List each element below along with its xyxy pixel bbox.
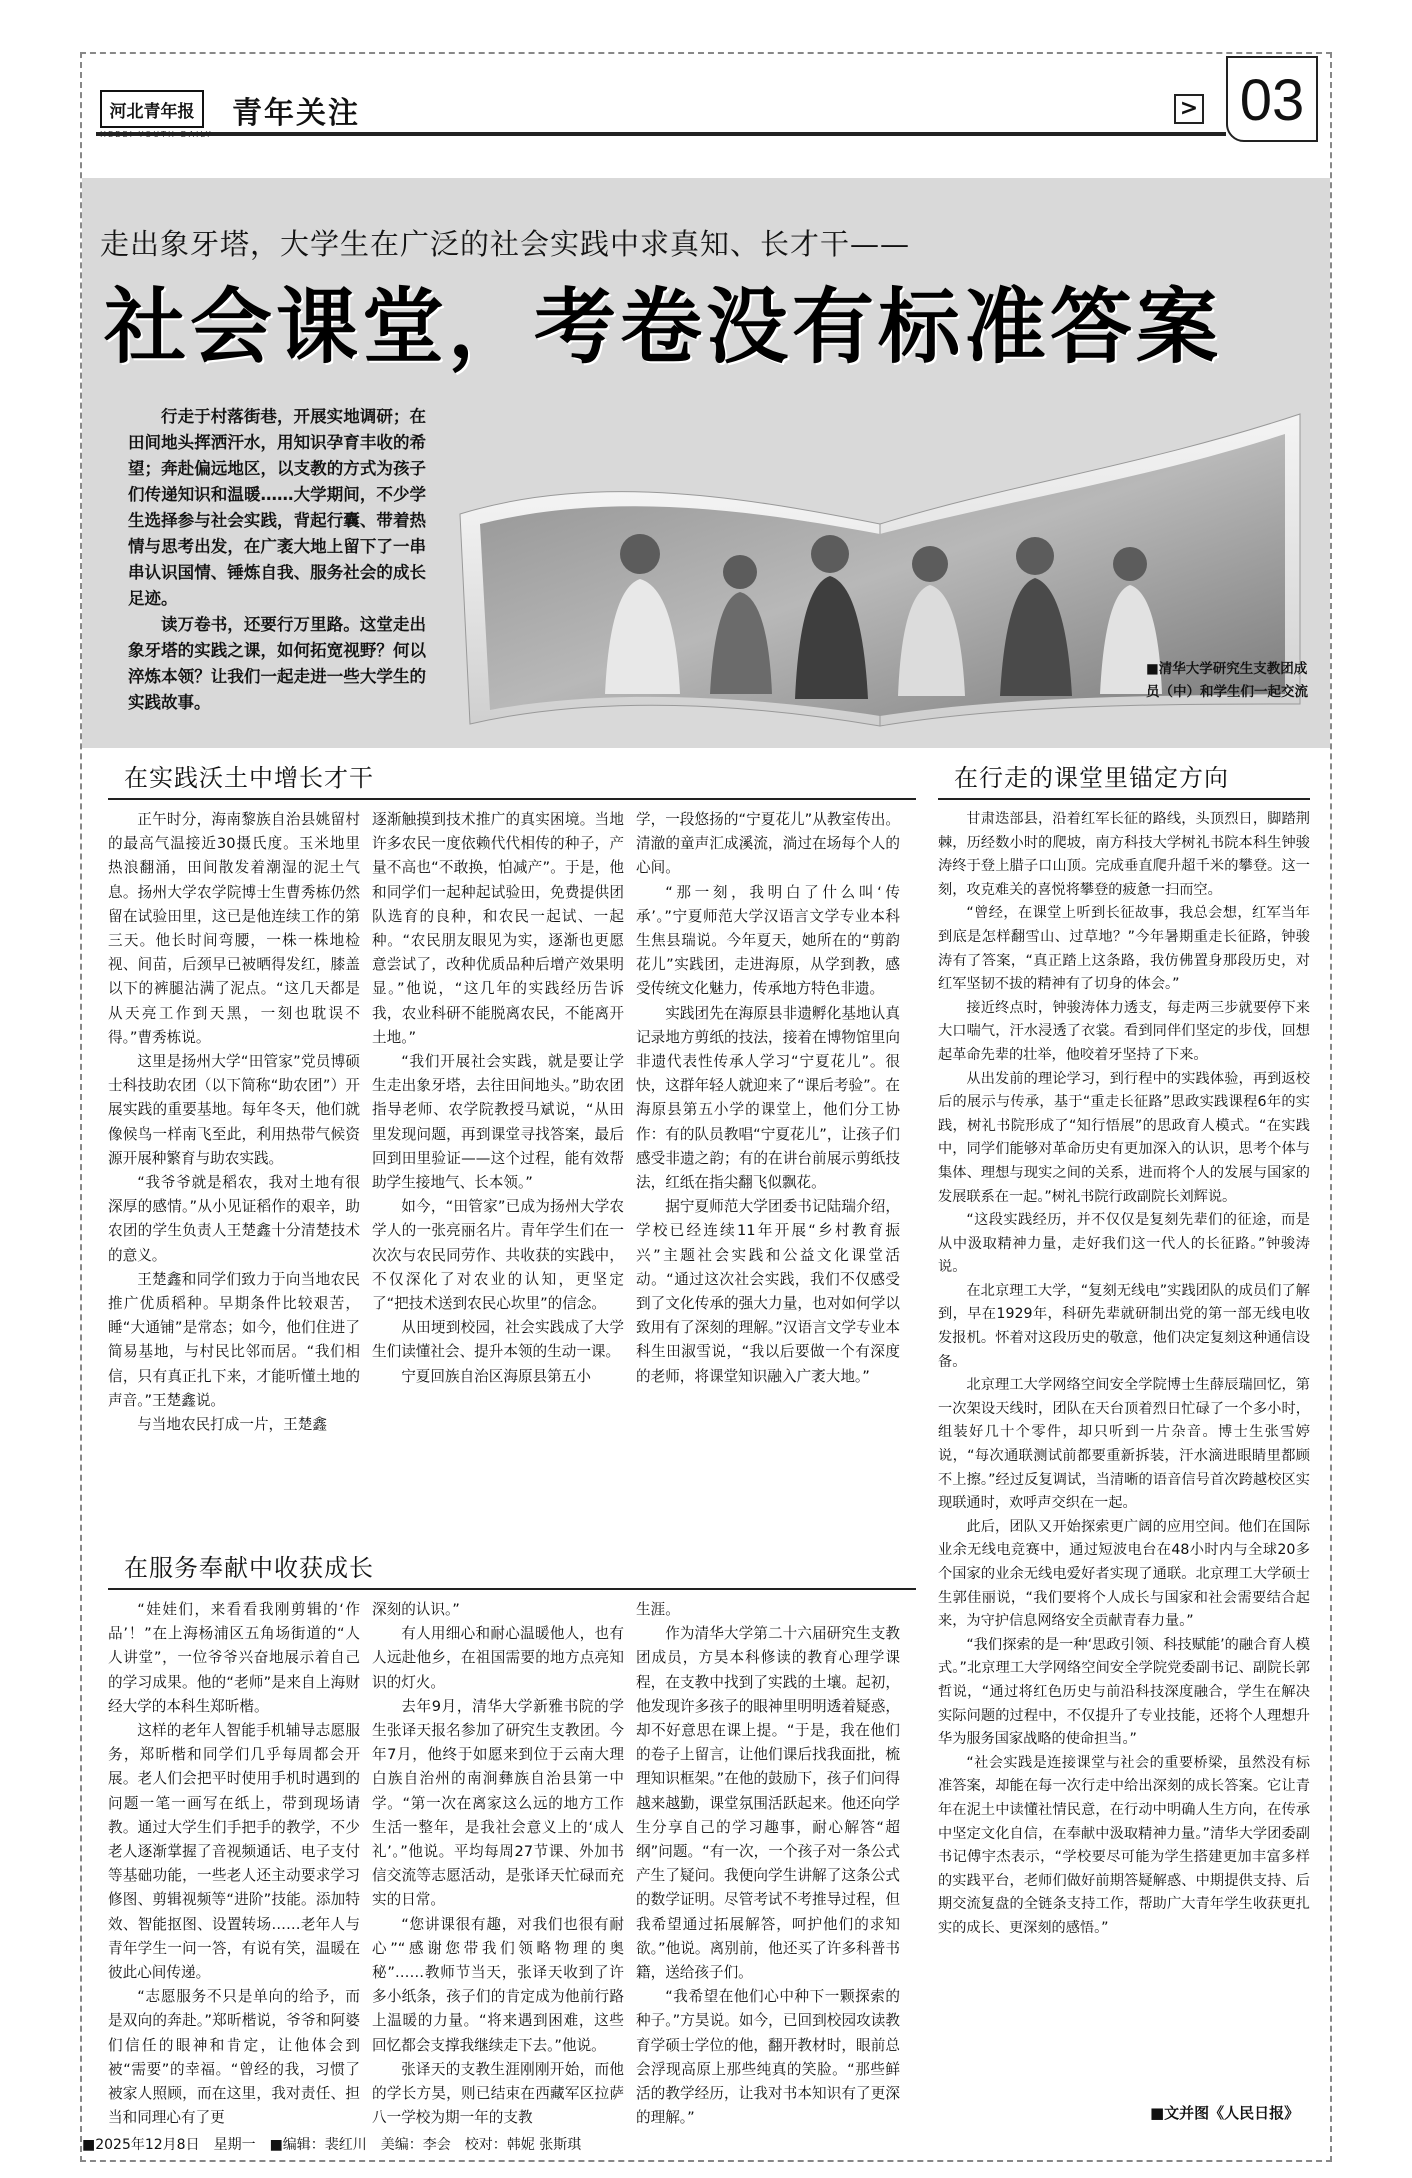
paragraph: “您讲课很有趣，对我们也很有耐心”“感谢您带我们领略物理的奥秘”……教师节当天，张译天收到了许多小纸条，孩子们的肯定成为他前行路上温暖的力量。“将来遇到困难，这些回忆都会支撑我继续走下去。”他说。 [372, 1915, 624, 2054]
paragraph: 正午时分，海南黎族自治县姚留村的最高气温接近30摄氏度。玉米地里热浪翻涌，田间散发着潮湿的泥土气息。扬州大学农学院博士生曹秀栋仍然留在试验田里，这已是他连续工作的第三天。他长时间弯腰，一株一株地检视、间苗，后颈早已被晒得发红，膝盖以下的裤腿沾满了泥点。“这几天都是从天亮工作到天黑，一刻也耽误不得。”曹秀栋说。 [108, 811, 360, 1046]
lede-paragraph: 读万卷书，还要行万里路。这堂走出象牙塔的实践之课，如何拓宽视野？何以淬炼本领？让我们一起走进一些大学生的实践故事。 [128, 615, 426, 712]
paragraph: 实践团先在海原县非遗孵化基地认真记录地方剪纸的技法，接着在博物馆里向非遗代表性传承人学习“宁夏花儿”。很快，这群年轻人就迎来了“课后考验”。在海原县第五小学的课堂上，他们分工协作：有的队员教唱“宁夏花儿”，让孩子们感受非遗之韵；有的在讲台前展示剪纸技法，红纸在指尖翻飞似飘花。 [636, 1004, 900, 1192]
paragraph: 去年9月，清华大学新雅书院的学生张译天报名参加了研究生支教团。今年7月，他终于如愿来到位于云南大理白族自治州的南涧彝族自治县第一中学。“第一次在离家这么远的地方工作生活一整年，是我社会意义上的‘成人礼’。”他说。平均每周27节课、外加书信交流等志愿活动，是张译天忙碌而充实的日常。 [372, 1697, 624, 1909]
paragraph: 此后，团队又开始探索更广阔的应用空间。他们在国际业余无线电竞赛中，通过短波电台在48小时内与全球20多个国家的业余无线电爱好者实现了通联。北京理工大学硕士生郭佳丽说，“我们要将个人成长与国家和社会需要结合起来，为守护信息网络安全贡献青春力量。” [938, 1518, 1310, 1630]
masthead-rule [96, 132, 1226, 136]
paragraph: “这段实践经历，并不仅仅是复刻先辈们的征途，而是从中汲取精神力量，走好我们这一代人的长征路。”钟骏涛说。 [938, 1212, 1310, 1276]
paragraph: “我们探索的是一种‘思政引领、科技赋能’的融合育人模式。”北京理工大学网络空间安全学院党委副书记、副院长郭哲说，“通过将红色历史与前沿科技深度融合，学生在解决实际问题的过程中，不仅提升了专业技能，还将个人理想升华为服务国家战略的使命担当。” [938, 1636, 1310, 1748]
article-column [372, 808, 624, 1540]
paragraph: 王楚鑫和同学们致力于向当地农民推广优质稻种。早期条件比较艰苦，睡“大通铺”是常态；如今，他们住进了简易基地，与村民比邻而居。“我们相信，只有真正扎下来，才能听懂土地的声音。”王楚鑫说。 [108, 1270, 360, 1409]
paragraph: 如今，“田管家”已成为扬州大学农学人的一张亮丽名片。青年学生们在一次次与农民同劳作、共收获的实践中，不仅深化了对农业的认知，更坚定了“把技术送到农民心坎里”的信念。 [372, 1198, 624, 1313]
photo-credit: ■文并图《人民日报》 [1150, 2104, 1300, 2122]
paragraph: 生涯。 [636, 1601, 680, 1618]
paragraph: “志愿服务不只是单向的给予，而是双向的奔赴。”郑昕楷说，爷爷和阿婆们信任的眼神和肯定，让他体会到被“需要”的幸福。“曾经的我，习惯了被家人照顾，而在这里，我对责任、担当和同理心有了更 [108, 1988, 360, 2127]
section-title: 青年关注 [232, 96, 360, 131]
paragraph: 从田埂到校园，社会实践成了大学生们读懂社会、提升本领的生动一课。 [372, 1319, 624, 1361]
photo-caption: ■清华大学研究生支教团成员（中）和学生们一起交流 [1146, 661, 1308, 700]
article-column [636, 808, 900, 1540]
paragraph: 逐渐触摸到技术推广的真实困境。当地许多农民一度依赖代代相传的种子，产量不高也“不敢换，怕减产”。于是，他和同学们一起种起试验田，免费提供团队选育的良种，和农民一起试、一起种。“农民朋友眼见为实，逐渐也更愿意尝试了，改种优质品种后增产效果明显。”他说，“这几年的实践经历告诉我，农业科研不能脱离农民，不能离开土地。” [372, 811, 624, 1046]
paragraph: 这里是扬州大学“田管家”党员博硕士科技助农团（以下简称“助农团”）开展实践的重要基地。每年冬天，他们就像候鸟一样南飞至此，利用热带气候资源开展种繁育与助农实践。 [108, 1053, 360, 1167]
section-rule [108, 1588, 916, 1590]
paragraph: 甘肃迭部县，沿着红军长征的路线，头顶烈日，脚踏荆棘，历经数小时的爬坡，南方科技大学树礼书院本科生钟骏涛终于登上腊子口山顶。完成垂直爬升超千米的攀登。这一刻，攻克难关的喜悦将攀登的疲惫一扫而空。 [938, 811, 1310, 898]
paragraph: “曾经，在课堂上听到长征故事，我总会想，红军当年到底是怎样翻雪山、过草地？”今年暑期重走长征路，钟骏涛有了答案，“真正踏上这条路，我仿佛置身那段历史，对红军坚韧不拔的精神有了切身的体会。” [938, 905, 1310, 993]
paragraph: “我爷爷就是稻农，我对土地有很深厚的感情。”从小见证稻作的艰辛，助农团的学生负责人王楚鑫十分清楚技术的意义。 [108, 1174, 360, 1264]
paragraph: “那一刻，我明白了什么叫‘传承’。”宁夏师范大学汉语言文学专业本科生焦县瑞说。今年夏天，她所在的“剪韵花儿”实践团，走进海原，从学到教，感受传统文化魅力，传承地方特色非遗。 [636, 883, 900, 998]
paragraph: 学，一段悠扬的“宁夏花儿”从教室传出。清澈的童声汇成溪流，淌过在场每个人的心间。 [636, 811, 900, 877]
paragraph: 与当地农民打成一片，王楚鑫 [137, 1416, 327, 1434]
article-column [636, 1598, 900, 2134]
paragraph: “我们开展社会实践，就是要让学生走出象牙塔，去往田间地头。”助农团指导老师、农学院教授马斌说，“从田里发现问题，再到课堂寻找答案，最后回到田里验证——这个过程，能有效帮助学生接地气、长本领。” [372, 1053, 624, 1192]
article-column [108, 808, 360, 1540]
page-number: 03 [1226, 56, 1318, 142]
paragraph: 从出发前的理论学习，到行程中的实践体验，再到返校后的展示与传承，基于“重走长征路”思政实践课程6年的实践，树礼书院形成了“知行悟展”的思政育人模式。“在实践中，同学们能够对革命历史有更加深入的认识，思考个体与集体、理想与现实之间的关系，进而将个人的发展与国家的发展联系在一起。”树礼书院行政副院长刘辉说。 [938, 1070, 1310, 1205]
headline: 社会课堂，考卷没有标准答案 [104, 280, 1223, 375]
article-column [108, 1598, 360, 2134]
paragraph: 作为清华大学第二十六届研究生支教团成员，方昊本科修读的教育心理学课程，在支教中找到了实践的土壤。起初，他发现许多孩子的眼神里明明透着疑惑，却不好意思在课上提。“于是，我在他们的卷子上留言，让他们课后找我面批，梳理知识框架。”在他的鼓励下，孩子们问得越来越勤，课堂氛围活跃起来。他还向学生分享自己的学习趣事，耐心解答“超纲”问题。“有一次，一个孩子对一条公式产生了疑问。我便向学生讲解了这条公式的数学证明。尽管考试不考推导过程，但我希望通过拓展解答，呵护他们的求知欲。”他说。离别前，他还买了许多科普书籍，送给孩子们。 [636, 1625, 900, 1982]
section-rule [108, 798, 916, 800]
page-footer: ■2025年12月8日 星期一 ■编辑：裴红川 美编：李会 校对：韩妮 张斯琪 [82, 2137, 582, 2153]
paragraph: 在北京理工大学，“复刻无线电”实践团队的成员们了解到，早在1929年，科研先辈就研制出党的第一部无线电收发报机。怀着对这段历史的敬意，他们决定复刻这种通信设备。 [938, 1282, 1310, 1370]
paragraph: 有人用细心和耐心温暖他人，也有人远赴他乡，在祖国需要的地方点亮知识的灯火。 [372, 1625, 624, 1691]
kicker-line: 走出象牙塔，大学生在广泛的社会实践中求真知、长才干—— [100, 227, 911, 261]
section-heading: 在服务奉献中收获成长 [124, 1554, 374, 1582]
paragraph: 接近终点时，钟骏涛体力透支，每走两三步就要停下来大口喘气，汗水浸透了衣裳。看到同伴们坚定的步伐，回想起革命先辈的壮举，他咬着牙坚持了下来。 [938, 999, 1310, 1063]
section-heading: 在行走的课堂里锚定方向 [954, 764, 1229, 792]
chevron-right-icon: > [1174, 94, 1204, 124]
paragraph: “社会实践是连接课堂与社会的重要桥梁，虽然没有标准答案，却能在每一次行走中给出深刻的成长答案。它让青年在泥土中读懂社情民意，在行动中明确人生方向，在传承中坚定文化自信，在奉献中汲取精神力量。”清华大学团委副书记傅宇杰表示，“学校要尽可能为学生搭建更加丰富多样的实践平台，老师们做好前期答疑解惑、中期提供支持、后期交流复盘的全链条支持工作，帮助广大青年学生收获更扎实的成长、更深刻的感悟。” [938, 1754, 1310, 1936]
lede [128, 404, 426, 716]
paragraph: “我希望在他们心中种下一颗探索的种子。”方昊说。如今，已回到校园攻读教育学硕士学位的他，翻开教材时，眼前总会浮现高原上那些纯真的笑脸。“那些鲜活的教学经历，让我对书本知识有了更深的理解。” [636, 1988, 900, 2127]
section-heading: 在实践沃土中增长才干 [124, 764, 374, 792]
paragraph: 宁夏回族自治区海原县第五小 [401, 1367, 591, 1385]
paragraph: 北京理工大学网络空间安全学院博士生薛辰瑞回忆，第一次架设天线时，团队在天台顶着烈日忙碌了一个多小时，组装好几十个零件，却只听到一片杂音。博士生张雪婷说，“每次通联测试前都要重新拆装，汗水滴进眼睛里都顾不上擦。”经过反复调试，当清晰的语音信号首次跨越校区实现联通时，欢呼声交织在一起。 [938, 1377, 1310, 1512]
section-rule [938, 798, 1310, 800]
paragraph: “娃娃们，来看看我刚剪辑的‘作品’！”在上海杨浦区五角场街道的“人人讲堂”，一位爷爷兴奋地展示着自己的学习成果。他的“老师”是来自上海财经大学的本科生郑昕楷。 [108, 1601, 360, 1715]
paragraph: 张译天的支教生涯刚刚开始，而他的学长方昊，则已结束在西藏军区拉萨八一学校为期一年的支教 [372, 2060, 624, 2127]
article-column [938, 808, 1310, 2098]
paragraph: 这样的老年人智能手机辅导志愿服务，郑昕楷和同学们几乎每周都会开展。老人们会把平时使用手机时遇到的问题一笔一画写在纸上，带到现场请教。通过大学生们手把手的教学，不少老人逐渐掌握了音视频通话、电子支付等基础功能，一些老人还主动要求学习修图、剪辑视频等“进阶”技能。添加特效、智能抠图、设置转场……老年人与青年学生一问一答，有说有笑，温暖在彼此心间传递。 [108, 1722, 360, 1982]
article-column [372, 1598, 624, 2134]
lede-paragraph: 行走于村落街巷，开展实地调研；在田间地头挥洒汗水，用知识孕育丰收的希望；奔赴偏远地区，以支教的方式为孩子们传递知识和温暖……大学期间，不少学生选择参与社会实践，背起行囊、带着热情与思考出发，在广袤大地上留下了一串串认识国情、锤炼自我、服务社会的成长足迹。 [128, 407, 426, 608]
newspaper-logo: 河北青年报 [100, 90, 204, 128]
paragraph: 据宁夏师范大学团委书记陆瑞介绍，学校已经连续11年开展“乡村教育振兴”主题社会实践和公益文化课堂活动。“通过这次社会实践，我们不仅感受到了文化传承的强大力量，也对如何学以致用有了深刻的理解。”汉语言文学专业本科生田淑雪说，“我以后要做一个有深度的老师，将课堂知识融入广袤大地。” [636, 1198, 900, 1385]
paragraph: 深刻的认识。” [372, 1601, 460, 1618]
masthead [96, 68, 1306, 134]
